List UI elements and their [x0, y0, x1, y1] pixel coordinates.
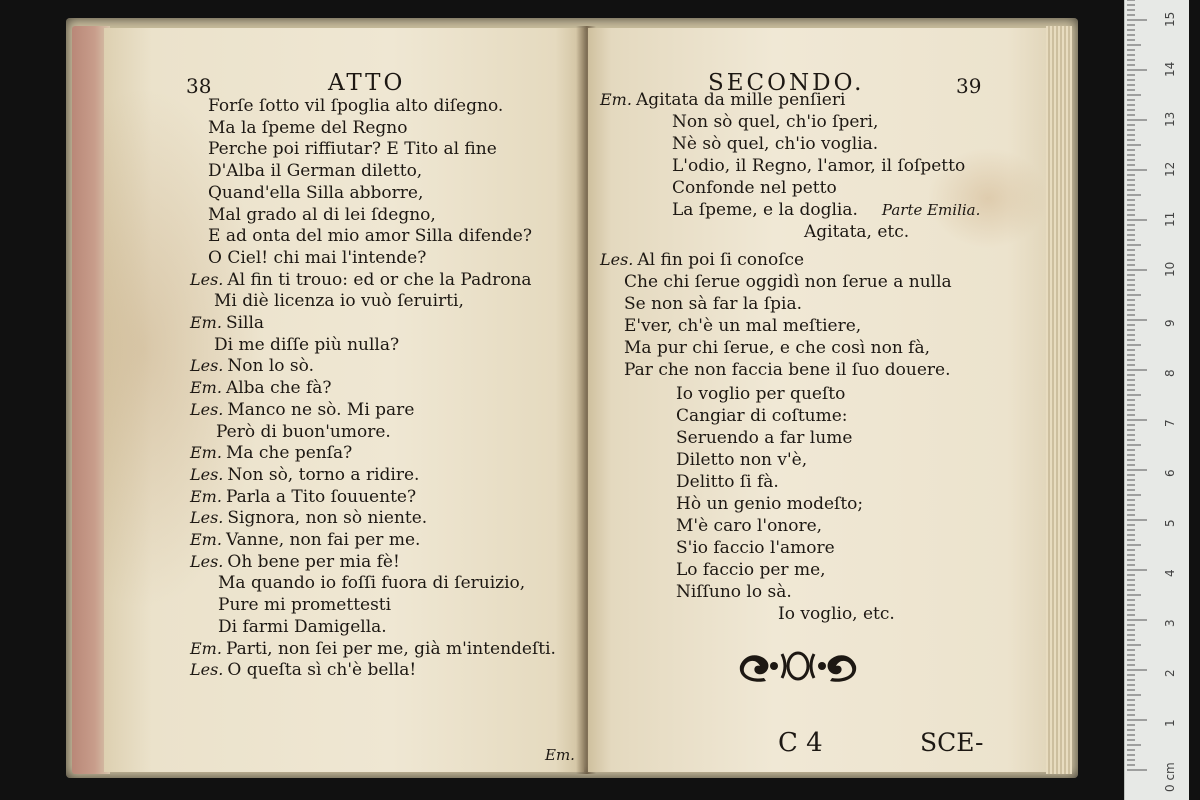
text-line [208, 118, 407, 138]
text-line [190, 356, 314, 376]
text-line [624, 338, 930, 358]
text-line [676, 406, 848, 426]
text-line [190, 660, 416, 680]
right-running-head: SECONDO. [708, 70, 865, 96]
line-text: S'io faccio l'amore [676, 538, 835, 558]
printers-ornament-icon [736, 648, 860, 684]
line-text: Di farmi Damigella. [218, 616, 387, 637]
text-line [190, 530, 420, 550]
text-line [600, 250, 804, 270]
text-line [190, 487, 416, 507]
speaker-label: Em. [190, 638, 222, 658]
line-text: Seruendo a far lume [676, 428, 853, 448]
ruler-unit-label: 0 cm [1163, 762, 1177, 792]
text-line [676, 516, 822, 536]
text-line [676, 560, 826, 580]
line-text: Nè sò quel, ch'io voglia. [672, 134, 879, 154]
ruler-cm-label: 2 [1163, 669, 1177, 677]
measuring-ruler [1124, 0, 1189, 800]
ruler-cm-label: 12 [1163, 161, 1177, 177]
ruler-cm-label: 13 [1163, 111, 1177, 127]
text-line [208, 226, 532, 246]
line-text: Diletto non v'è, [676, 450, 808, 470]
speaker-label: Les. [190, 269, 224, 289]
ruler-cm-label: 1 [1163, 719, 1177, 727]
text-line [672, 156, 965, 176]
line-text: Non sò quel, ch'io ſperi, [672, 112, 879, 132]
speaker-label: Em. [190, 313, 222, 332]
text-line [190, 443, 352, 463]
text-line [216, 422, 391, 442]
line-text: Io voglio, etc. [778, 604, 895, 624]
text-line [208, 248, 426, 268]
speaker-label: Les. [190, 508, 224, 528]
line-text: Lo faccio per me, [676, 560, 826, 580]
line-text: Forſe ſotto vil ſpoglia alto diſegno. [208, 96, 504, 116]
text-line [624, 294, 802, 314]
line-text: Ma che penſa? [225, 443, 353, 464]
speaker-label: Les. [190, 356, 224, 376]
text-line [676, 582, 792, 602]
speaker-label: Em. [190, 530, 222, 549]
text-line [672, 134, 878, 154]
line-text: Par che non faccia bene il ſuo douere. [624, 360, 951, 380]
line-text: Silla [225, 313, 265, 333]
line-text: Agitata, etc. [804, 222, 910, 242]
text-line [672, 178, 837, 198]
line-text: O Ciel! chi mai l'intende? [208, 247, 427, 268]
line-text: M'è caro l'onore, [676, 516, 823, 536]
ruler-cm-label: 11 [1163, 211, 1177, 227]
right-catchword: SCE- [920, 728, 984, 757]
text-line [676, 450, 807, 470]
left-running-head: ATTO [328, 70, 406, 96]
line-text: Però di buon'umore. [216, 421, 391, 442]
line-text: Che chi ſerue oggidì non ſerue a nulla [624, 272, 952, 292]
text-line [600, 90, 845, 110]
text-line [214, 335, 399, 355]
text-line [208, 183, 423, 203]
ruler-cm-label: 5 [1163, 519, 1177, 527]
text-line [676, 384, 845, 404]
line-text: O queſta sì ch'è bella! [227, 660, 417, 681]
stage-direction: Parte Emilia. [881, 201, 981, 219]
line-text: Io voglio per queſto [676, 384, 846, 404]
line-text: E'ver, ch'è un mal meſtiere, [624, 316, 862, 336]
line-text: Parti, non ſei per me, già m'intendeſti. [225, 638, 556, 659]
line-text: Mal grado al di lei ſdegno, [208, 204, 436, 225]
line-text: Pure mi promettesti [218, 595, 392, 616]
text-line [218, 595, 391, 615]
ruler-cm-label: 4 [1163, 569, 1177, 577]
ruler-cm-label: 15 [1163, 11, 1177, 27]
speaker-label: Les. [190, 660, 224, 680]
line-text: E ad onta del mio amor Silla difende? [208, 226, 532, 247]
ruler-cm-label: 14 [1163, 61, 1177, 77]
line-text: L'odio, il Regno, l'amor, il ſoſpetto [672, 156, 966, 176]
line-text: Hò un genio modeſto; [676, 494, 864, 514]
line-text: D'Alba il German diletto, [208, 161, 423, 182]
line-text: Cangiar di coſtume: [676, 406, 848, 426]
line-text: Perche poi riffiutar? E Tito al fine [208, 139, 497, 160]
text-line [208, 205, 436, 225]
text-line [214, 291, 464, 311]
line-text: Al fin poi ſi conoſce [637, 250, 805, 270]
text-line [190, 552, 400, 572]
ruler-cm-label: 3 [1163, 619, 1177, 627]
text-line [676, 538, 835, 558]
line-text: Niſſuno lo sà. [676, 582, 792, 602]
speaker-label: Les. [600, 250, 634, 269]
line-text: Ma pur chi ſerue, e che così non fà, [624, 338, 930, 358]
text-line [190, 639, 556, 659]
speaker-label: Em. [600, 90, 632, 109]
text-line [190, 270, 532, 290]
text-line [624, 316, 861, 336]
line-text: La ſpeme, e la doglia. [672, 200, 858, 220]
text-line [190, 378, 332, 398]
text-line [208, 139, 497, 159]
line-text: Di me diſſe più nulla? [214, 334, 400, 355]
line-text: Mi diè licenza io vuò ſeruirti, [214, 291, 464, 312]
ruler-cm-label: 8 [1163, 369, 1177, 377]
ruler-ticks [1125, 0, 1189, 800]
signature-mark: C 4 [778, 728, 823, 758]
text-line [676, 472, 779, 492]
line-text: Se non sà far la ſpia. [624, 294, 802, 314]
line-text: Vanne, non fai per me. [225, 530, 421, 550]
text-line [218, 617, 387, 637]
page-block-edge [1046, 26, 1072, 774]
line-text: Parla a Tito ſouuente? [225, 486, 417, 507]
text-line [624, 272, 952, 292]
text-line [190, 400, 414, 420]
ruler-cm-label: 6 [1163, 469, 1177, 477]
speaker-label: Les. [190, 399, 224, 419]
speaker-label: Les. [190, 551, 224, 571]
line-text: Delitto ſi fà. [676, 472, 779, 492]
text-line [190, 465, 419, 485]
speaker-label: Em. [190, 443, 222, 463]
text-line [624, 360, 951, 380]
ruler-cm-label: 10 [1163, 261, 1177, 277]
left-page [104, 28, 584, 772]
ruler-cm-label: 7 [1163, 419, 1177, 427]
line-text: Non lo sò. [227, 356, 314, 377]
text-line [676, 494, 863, 514]
speaker-label: Les. [190, 464, 224, 484]
text-line [208, 96, 503, 116]
left-catchword: Em. [545, 746, 575, 764]
right-page [588, 28, 1054, 772]
line-text: Ma la ſpeme del Regno [208, 117, 408, 138]
line-text: Oh bene per mia fè! [227, 551, 400, 572]
text-line [804, 222, 909, 242]
text-line [672, 200, 980, 220]
ruler-cm-label: 9 [1163, 319, 1177, 327]
line-text: Alba che fà? [225, 378, 332, 399]
right-page-number: 39 [956, 74, 982, 98]
line-text: Ma quando io foſſi fuora di ſeruizio, [218, 573, 526, 594]
line-text: Al fin ti trouo: ed or che la Padrona [227, 269, 532, 290]
line-text: Agitata da mille penſieri [635, 90, 846, 110]
text-line [190, 508, 427, 528]
left-page-number: 38 [186, 74, 212, 98]
speaker-label: Em. [190, 378, 222, 398]
text-line [190, 313, 264, 333]
text-line [778, 604, 895, 624]
text-line [218, 573, 525, 593]
line-text: Confonde nel petto [672, 178, 837, 198]
line-text: Non sò, torno a ridire. [227, 464, 420, 485]
speaker-label: Em. [190, 486, 222, 506]
line-text: Manco ne sò. Mi pare [227, 399, 415, 420]
text-line [208, 161, 422, 181]
line-text: Quand'ella Silla abborre, [208, 182, 424, 203]
line-text: Signora, non sò niente. [227, 508, 428, 529]
text-line [676, 428, 852, 448]
text-line [672, 112, 878, 132]
